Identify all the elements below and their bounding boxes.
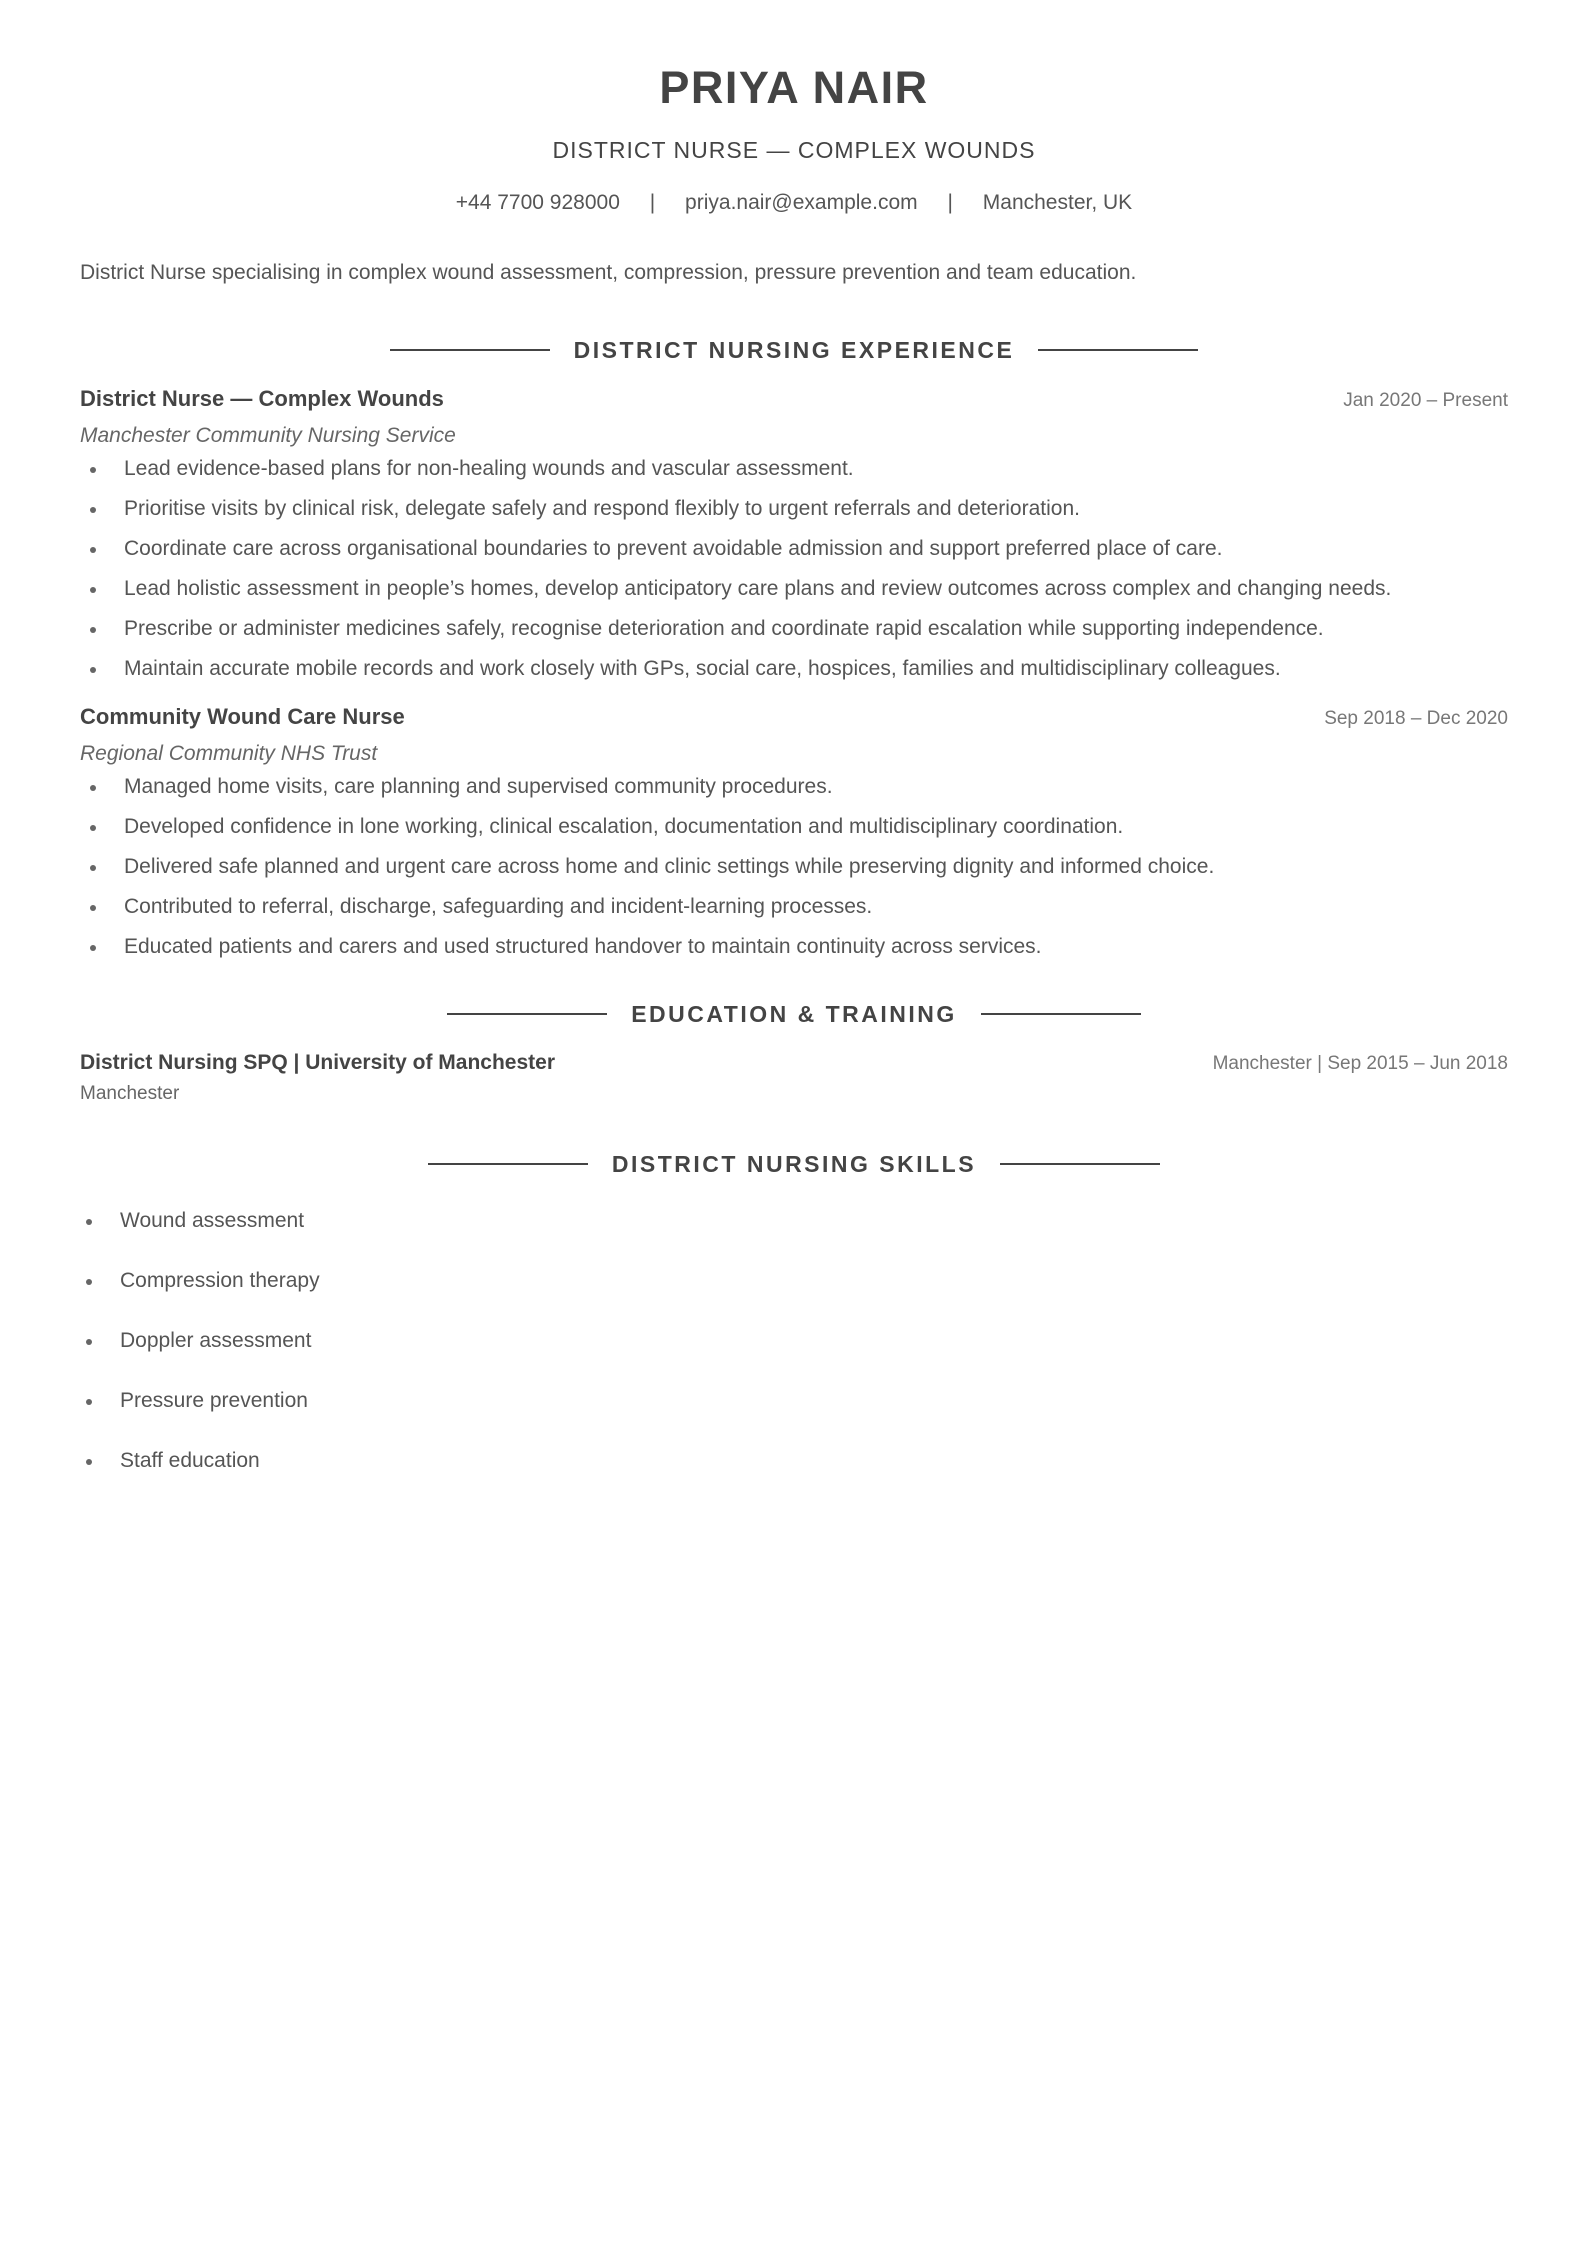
education-meta: Manchester | Sep 2015 – Jun 2018 — [1212, 1053, 1508, 1074]
contact-separator: | — [649, 191, 656, 214]
job-bullet: Lead evidence-based plans for non-healing wounds and vascular assessment. — [80, 456, 1508, 482]
section-header-experience — [80, 336, 1508, 364]
contact-email: priya.nair@example.com — [685, 191, 918, 214]
job-organization: Manchester Community Nursing Service — [80, 424, 456, 447]
job-bullet: Maintain accurate mobile records and work closely with GPs, social care, hospices, families and multidisciplinary colleagues. — [80, 656, 1508, 682]
section-rule-left — [390, 349, 550, 351]
skill-item: Staff education — [80, 1448, 1508, 1474]
job-title: District Nurse — Complex Wounds — [80, 386, 444, 411]
job-bullet: Lead holistic assessment in people’s homes, develop anticipatory care plans and review outcomes across complex and changing needs. — [80, 576, 1508, 602]
job-bullet: Developed confidence in lone working, clinical escalation, documentation and multidisciplinary coordination. — [80, 814, 1508, 840]
job-dates: Jan 2020 – Present — [1343, 390, 1508, 411]
section-title-experience: DISTRICT NURSING EXPERIENCE — [573, 337, 1015, 363]
section-rule-right — [1000, 1163, 1160, 1165]
job-bullet: Contributed to referral, discharge, safeguarding and incident-learning processes. — [80, 894, 1508, 920]
contact-phone: +44 7700 928000 — [455, 191, 620, 214]
job-entry — [80, 702, 1508, 960]
section-rule-left — [447, 1013, 607, 1015]
education-entry — [80, 1048, 1508, 1106]
job-bullet: Prioritise visits by clinical risk, delegate safely and respond flexibly to urgent referrals and deterioration. — [80, 496, 1508, 522]
candidate-headline: DISTRICT NURSE — COMPLEX WOUNDS — [552, 137, 1036, 163]
section-rule-left — [428, 1163, 588, 1165]
job-bullet-list — [80, 774, 1508, 960]
job-title: Community Wound Care Nurse — [80, 704, 405, 729]
section-header-skills — [80, 1150, 1508, 1178]
job-bullet: Delivered safe planned and urgent care across home and clinic settings while preserving dignity and informed choice. — [80, 854, 1508, 880]
section-title-skills: DISTRICT NURSING SKILLS — [611, 1151, 977, 1177]
job-organization: Regional Community NHS Trust — [80, 742, 378, 765]
skill-item: Compression therapy — [80, 1268, 1508, 1294]
job-header — [80, 702, 1508, 732]
professional-summary: District Nurse specialising in complex wound assessment, compression, pressure prevention and team education. — [80, 261, 1137, 284]
education-location: Manchester — [80, 1083, 180, 1104]
job-entry — [80, 384, 1508, 682]
education-header — [80, 1048, 1508, 1078]
section-rule-right — [981, 1013, 1141, 1015]
contact-location: Manchester, UK — [982, 191, 1133, 214]
section-rule-right — [1038, 349, 1198, 351]
section-header-education — [80, 1000, 1508, 1028]
section-title-education: EDUCATION & TRAINING — [631, 1001, 957, 1027]
skill-item: Wound assessment — [80, 1208, 1508, 1234]
job-dates: Sep 2018 – Dec 2020 — [1324, 708, 1508, 729]
job-bullet: Managed home visits, care planning and supervised community procedures. — [80, 774, 1508, 800]
skill-item: Pressure prevention — [80, 1388, 1508, 1414]
contact-line — [80, 190, 1508, 216]
contact-separator: | — [947, 191, 953, 214]
skill-item: Doppler assessment — [80, 1328, 1508, 1354]
job-header — [80, 384, 1508, 414]
job-bullet: Prescribe or administer medicines safely, recognise deterioration and coordinate rapid escalation while supporting independence. — [80, 616, 1508, 642]
job-bullet: Coordinate care across organisational boundaries to prevent avoidable admission and support preferred place of care. — [80, 536, 1508, 562]
education-title: District Nursing SPQ | University of Manchester — [80, 1051, 555, 1074]
job-bullet: Educated patients and carers and used structured handover to maintain continuity across services. — [80, 934, 1508, 960]
candidate-name: PRIYA NAIR — [659, 62, 929, 113]
skills-list — [80, 1208, 1508, 1474]
job-bullet-list — [80, 456, 1508, 682]
